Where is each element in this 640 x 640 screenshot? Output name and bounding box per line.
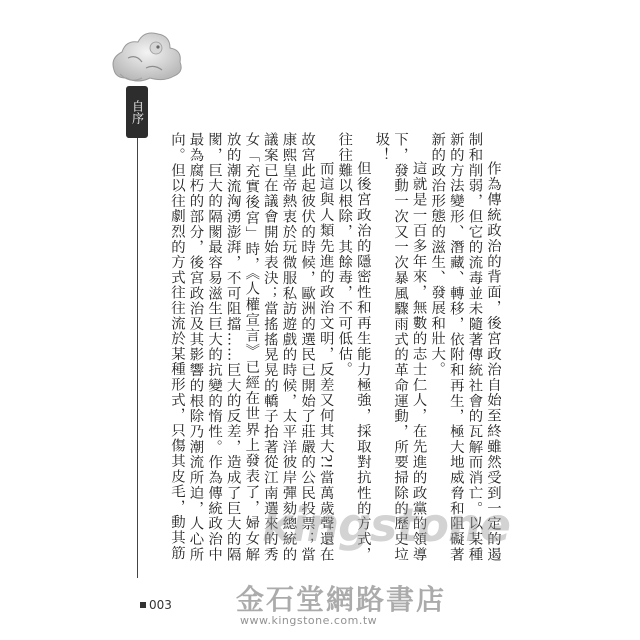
paragraph: 作為傳統政治的背面，後宮政治自始至終雖然受到一定的遏制和削弱，但它的流毒並未隨著傳統社會的瓦解而消亡。以某種新的方法變形、潛藏、轉移，依附和再生，極大地威脅和阻礙著新的政治形態的滋生、發展和壯大。 bbox=[429, 132, 501, 562]
watermark-url: www.kingstone.com.tw bbox=[240, 614, 378, 627]
paragraph: 這就是一百多年來，無數的志士仁人，在先進的政黨的領導下，發動一次又一次暴風驟雨式的革命運動，所要掃除的歷史垃圾！ bbox=[373, 132, 427, 562]
chapter-label: 自序 bbox=[130, 100, 145, 124]
chapter-tab bbox=[126, 86, 148, 138]
watermark-latin: kingstone bbox=[262, 498, 510, 552]
page-number-text: 003 bbox=[149, 598, 172, 612]
lion-ornament-icon bbox=[108, 18, 186, 88]
body-text bbox=[168, 132, 502, 562]
page-number bbox=[140, 598, 172, 612]
paragraph: 而這與人類先進的政治文明，反差又何其大?!當萬歲聲還在故宮此起彼伏的時候，歐洲的選民已開始了莊嚴的公民投票；當康熙皇帝熱衷於玩微服私訪遊戲的時候，太平洋彼岸彈劾總統的議案已在議會開始表決；當搖搖晃晃的轎子抬著從江南選來的秀女「充實後宮」時，《人權宣言》已經在世界上發表了，婦女解放的潮流洶湧澎湃，不可阻擋……巨大的反差，造成了巨大的隔閡，巨大的隔閡最容易滋生巨大的抗變的惰性。作為傳統政治中最為腐朽的部分，後宮政治及其影響的根除乃潮流所迫，人心所向。但以往劇烈的方式往往流於某種形式，只傷其皮毛，動其筋 bbox=[168, 132, 334, 562]
chapter-rule bbox=[137, 118, 138, 578]
paragraph: 但後宮政治的隱密性和再生能力極強，採取對抗性的方式，往往難以根除，其餘毒，不可低估。 bbox=[336, 132, 371, 562]
folio-square-icon bbox=[140, 602, 146, 608]
watermark-store-name: 金石堂網路書店 bbox=[236, 583, 447, 616]
